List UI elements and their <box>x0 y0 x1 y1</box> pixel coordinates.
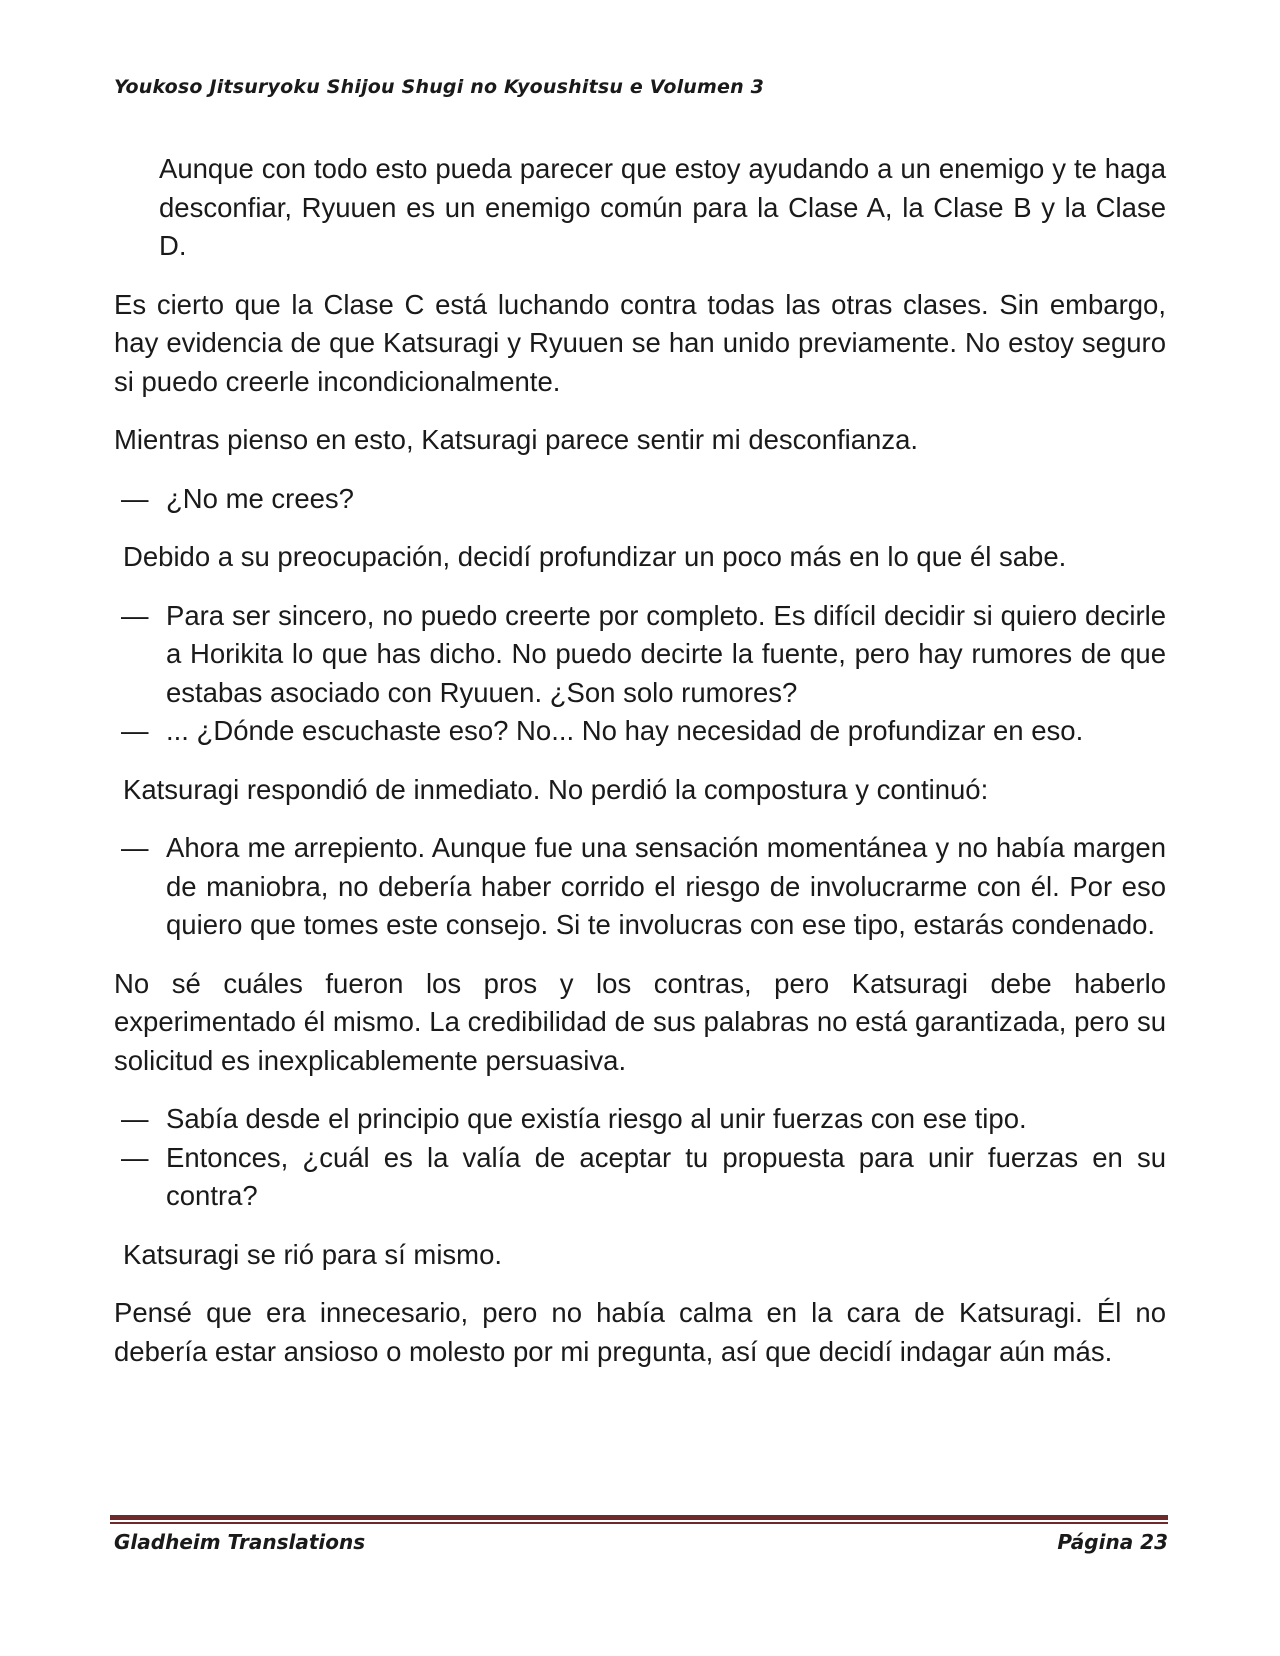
paragraph: Es cierto que la Clase C está luchando contra todas las otras clases. Sin embargo, hay evidencia de que Katsuragi y Ryuuen se han unido previamente. No estoy seguro si puedo creerle incondicionalmente. <box>114 288 1166 397</box>
paragraph: Katsuragi respondió de inmediato. No perdió la compostura y continuó: <box>123 773 989 805</box>
dialogue-group <box>114 1100 1166 1216</box>
dialogue-line <box>121 829 1166 945</box>
paragraph: Debido a su preocupación, decidí profundizar un poco más en lo que él sabe. <box>123 541 1067 572</box>
page-body <box>114 150 1166 1391</box>
dialogue-text: ¿No me crees? <box>166 482 354 514</box>
dialogue-text: Ahora me arrepiento. Aunque fue una sensación momentánea y no había margen de maniobra, no debería haber corrido el riesgo de involucrarme con él. Por eso quiero que tomes este consejo. Si te involucras con ese tipo, estarás condenado. <box>166 832 1166 940</box>
dialogue-dash: — <box>121 715 149 746</box>
dialogue-text: Para ser sincero, no puedo creerte por completo. Es difícil decidir si quiero decirle a Horikita lo que has dicho. No puedo decirte la fuente, pero hay rumores de que estabas asociado con Ryuuen. ¿Son solo rumores? <box>166 599 1166 708</box>
footer-credit: Gladheim Translations <box>114 1530 366 1554</box>
paragraph: Katsuragi se rió para sí mismo. <box>123 1238 503 1270</box>
dialogue-dash: — <box>121 832 149 863</box>
dialogue-dash: — <box>121 599 149 631</box>
dialogue-group <box>114 480 1166 519</box>
dialogue-group <box>114 597 1166 751</box>
dialogue-line <box>121 1139 1166 1216</box>
dialogue-line <box>121 1100 1166 1139</box>
dialogue-line <box>121 597 1166 713</box>
page-number: Página 23 <box>1057 1530 1168 1554</box>
paragraph: Pensé que era innecesario, pero no había calma en la cara de Katsuragi. Él no debería estar ansioso o molesto por mi pregunta, así que decidí indagar aún más. <box>114 1297 1166 1367</box>
dialogue-text: Sabía desde el principio que existía riesgo al unir fuerzas con ese tipo. <box>166 1103 1027 1134</box>
dialogue-text: ... ¿Dónde escuchaste eso? No... No hay necesidad de profundizar en eso. <box>166 715 1084 746</box>
dialogue-line <box>121 480 1166 519</box>
dialogue-dash: — <box>121 482 149 514</box>
paragraph: No sé cuáles fueron los pros y los contras, pero Katsuragi debe haberlo experimentado él mismo. La credibilidad de sus palabras no está garantizada, pero su solicitud es inexplicablemente persuasiva. <box>114 967 1166 1076</box>
paragraph: Mientras pienso en esto, Katsuragi parece sentir mi desconfianza. <box>114 424 919 455</box>
dialogue-text: Entonces, ¿cuál es la valía de aceptar tu propuesta para unir fuerzas en su contra? <box>166 1141 1166 1211</box>
page-header-title: Youkoso Jitsuryoku Shijou Shugi no Kyoushitsu e Volumen 3 <box>114 76 765 98</box>
footer-rule-thin <box>110 1522 1168 1524</box>
dialogue-dash: — <box>121 1103 149 1134</box>
footer-rule <box>110 1515 1168 1520</box>
quoted-paragraph: Aunque con todo esto pueda parecer que estoy ayudando a un enemigo y te haga desconfiar, Ryuuen es un enemigo común para la Clase A, la Clase B y la Clase D. <box>159 153 1166 261</box>
dialogue-line <box>121 712 1166 751</box>
dialogue-dash: — <box>121 1141 149 1173</box>
dialogue-group <box>114 829 1166 945</box>
